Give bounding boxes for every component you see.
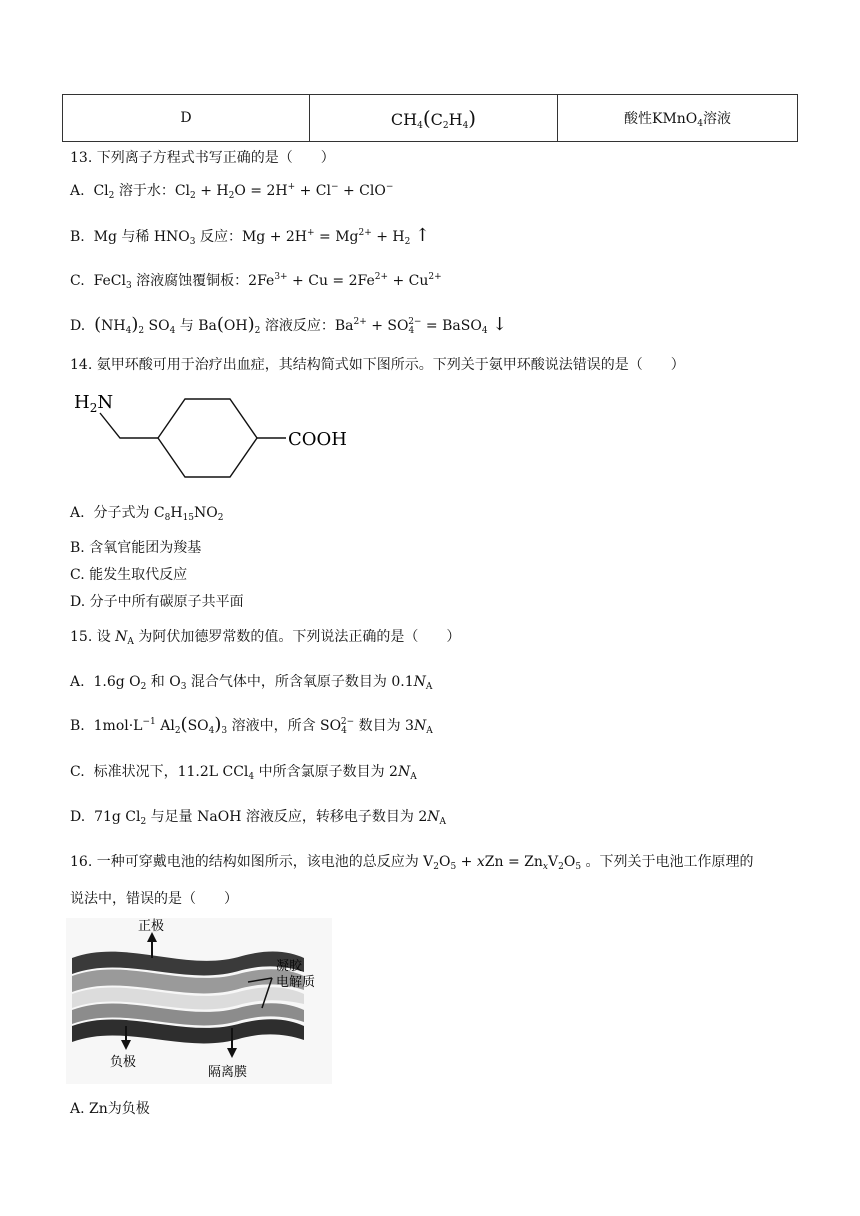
q15-option-c: C. 标准状况下，11.2L CCl$_4$ 中所含氯原子数目为 $2N_A$ xyxy=(70,764,417,782)
positive-label: 正极 xyxy=(138,919,165,934)
q15-option-b: B. $1mol\cdot L^{-1}$ $Al_2(SO_4)_3$ 溶液中，所含 $SO_4^{2-}$ 数目为 $3N_A$ xyxy=(70,714,433,736)
gel-label-2: 电解质 xyxy=(276,975,316,990)
battery-diagram xyxy=(66,918,332,1084)
q16-option-a: A. Zn为负极 xyxy=(70,1101,150,1117)
q14-option-c: C. 能发生取代反应 xyxy=(70,567,188,583)
q13-option-d: D. $(NH_4)_2$ $SO_4$ 与 $Ba(OH)_2$ 溶液反应：$Ba^{2+} + SO_4^{2-}$ = BaSO$_4$ ↓ xyxy=(70,314,508,336)
q14-option-d: D. 分子中所有碳原子共平面 xyxy=(70,594,244,610)
substance-formula: $CH_4(C_2H_4)$ xyxy=(390,105,477,131)
cyclohexane-ring xyxy=(158,399,257,477)
q14-stem: 14. 氨甲环酸可用于治疗出血症，其结构简式如下图所示。下列关于氨甲环酸说法错误的是（ ） xyxy=(70,357,685,373)
q13-option-b: B. Mg 与稀 $HNO_3$ 反应：$Mg + 2H^+ = Mg^{2+} + H_2$ ↑ xyxy=(70,225,430,247)
q15-stem: 15. 设 $N_A$ 为阿伏加德罗常数的值。下列说法正确的是（ ） xyxy=(70,629,461,647)
q15-option-d: D. 71g $Cl_2$ 与足量 NaOH 溶液反应，转移电子数目为 $2N_A$ xyxy=(70,809,446,827)
q16-stem-line1: 16. 一种可穿戴电池的结构如图所示，该电池的总反应为 $V_2O_5$ + xZn = $Zn_xV_2O_5$ 。下列关于电池工作原理的 xyxy=(70,854,754,872)
table-cell-reagent: 酸性KMnO$_4$溶液 xyxy=(558,95,798,142)
gel-label-1: 凝胶 xyxy=(276,959,303,974)
q15-option-a: A. 1.6g $O_2$ 和 $O_3$ 混合气体中，所含氧原子数目为 $0.1N_A$ xyxy=(70,674,433,692)
table-cell-substance xyxy=(310,95,558,142)
table-row-label: D xyxy=(180,110,192,126)
negative-label: 负极 xyxy=(110,1055,137,1070)
q14-option-a: A. 分子式为 $C_8H_{15}NO_2$ xyxy=(70,505,224,523)
option-table xyxy=(62,94,798,142)
table-row xyxy=(63,95,798,142)
q13-option-c: C. FeCl$_3$ 溶液腐蚀覆铜板：$2Fe^{3+} + Cu = 2Fe^{2+} + Cu^{2+}$ xyxy=(70,272,442,291)
amine-label: $H_2N$ xyxy=(74,392,114,415)
tranexamic-acid-structure xyxy=(70,385,370,495)
q13-stem: 13. 下列离子方程式书写正确的是（ ） xyxy=(70,150,335,166)
table-cell-label xyxy=(63,95,310,142)
q14-option-b: B. 含氧官能团为羧基 xyxy=(70,540,202,556)
q16-stem-line2: 说法中，错误的是（ ） xyxy=(70,891,238,907)
q13-option-a: A. $Cl_2$ 溶于水：$Cl_2 + H_2O = 2H^+ + Cl^- + ClO^-$ xyxy=(70,182,394,201)
separator-label: 隔离膜 xyxy=(208,1065,248,1080)
acid-label: COOH xyxy=(288,429,347,450)
